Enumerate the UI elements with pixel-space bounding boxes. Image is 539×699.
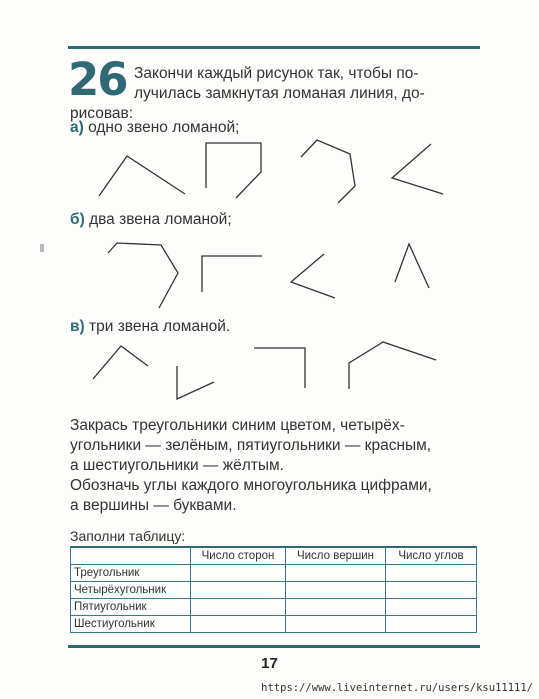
instruction-line-5: а вершины — буквами. — [70, 497, 237, 514]
answer-cell[interactable] — [386, 616, 477, 633]
row-label: Треугольник — [71, 565, 191, 582]
answer-table — [70, 546, 477, 633]
figure-b1 — [108, 243, 178, 308]
bottom-rule — [68, 645, 480, 648]
row-label: Четырёхугольник — [71, 582, 191, 599]
table-row — [71, 616, 477, 633]
figure-a4 — [392, 144, 443, 194]
answer-cell[interactable] — [191, 582, 286, 599]
table-header-row — [71, 547, 477, 565]
subtask-c-text: три звена ломаной. — [89, 318, 231, 335]
answer-cell[interactable] — [286, 616, 386, 633]
row-label: Шестиугольник — [71, 616, 191, 633]
answer-cell[interactable] — [286, 565, 386, 582]
answer-cell[interactable] — [191, 599, 286, 616]
instruction-line-4: Обозначь углы каждого многоугольника цифрами, — [70, 477, 432, 494]
figure-a1 — [99, 156, 185, 196]
header-angles: Число углов — [386, 547, 477, 565]
subtask-a-letter: а) — [70, 119, 84, 136]
answer-cell[interactable] — [191, 565, 286, 582]
instruction-line-1: Закрась треугольники синим цветом, четырёх- — [70, 417, 405, 434]
watermark-url: https://www.liveinternet.ru/users/ksu11111/ — [261, 682, 533, 694]
figure-b3 — [291, 254, 335, 298]
answer-cell[interactable] — [191, 616, 286, 633]
instruction-line-3: а шестиугольники — жёлтым. — [70, 457, 284, 474]
figure-b2 — [202, 256, 262, 292]
page-number: 17 — [261, 655, 278, 672]
task-text-line-3: рисовав: — [70, 105, 134, 122]
instruction-line-2: угольники — зелёным, пятиугольники — красным, — [70, 437, 432, 454]
figure-c3 — [254, 348, 305, 388]
figure-c2 — [177, 366, 214, 399]
subtask-c-letter: в) — [70, 318, 85, 335]
figure-b4 — [395, 244, 429, 288]
table-row — [71, 582, 477, 599]
task-text-line-2: лучилась замкнутая ломаная линия, до- — [134, 85, 425, 102]
subtask-b-letter: б) — [70, 211, 85, 228]
answer-cell[interactable] — [386, 565, 477, 582]
answer-cell[interactable] — [386, 582, 477, 599]
figure-c1 — [93, 346, 148, 379]
answer-cell[interactable] — [286, 582, 386, 599]
subtask-a-text: одно звено ломаной; — [88, 119, 240, 136]
header-sides: Число сторон — [191, 547, 286, 565]
header-vertices: Число вершин — [286, 547, 386, 565]
table-row — [71, 565, 477, 582]
row-label: Пятиугольник — [71, 599, 191, 616]
table-row — [71, 599, 477, 616]
figure-a3 — [301, 140, 355, 203]
figure-c4 — [349, 342, 436, 389]
exercise-number: 26 — [68, 53, 127, 106]
table-title: Заполни таблицу: — [70, 528, 186, 544]
answer-cell[interactable] — [386, 599, 477, 616]
figure-a2 — [206, 143, 261, 198]
task-text-line-1: Закончи каждый рисунок так, чтобы по- — [134, 65, 419, 82]
answer-cell[interactable] — [286, 599, 386, 616]
subtask-b-text: два звена ломаной; — [89, 211, 232, 228]
header-empty — [71, 547, 191, 565]
